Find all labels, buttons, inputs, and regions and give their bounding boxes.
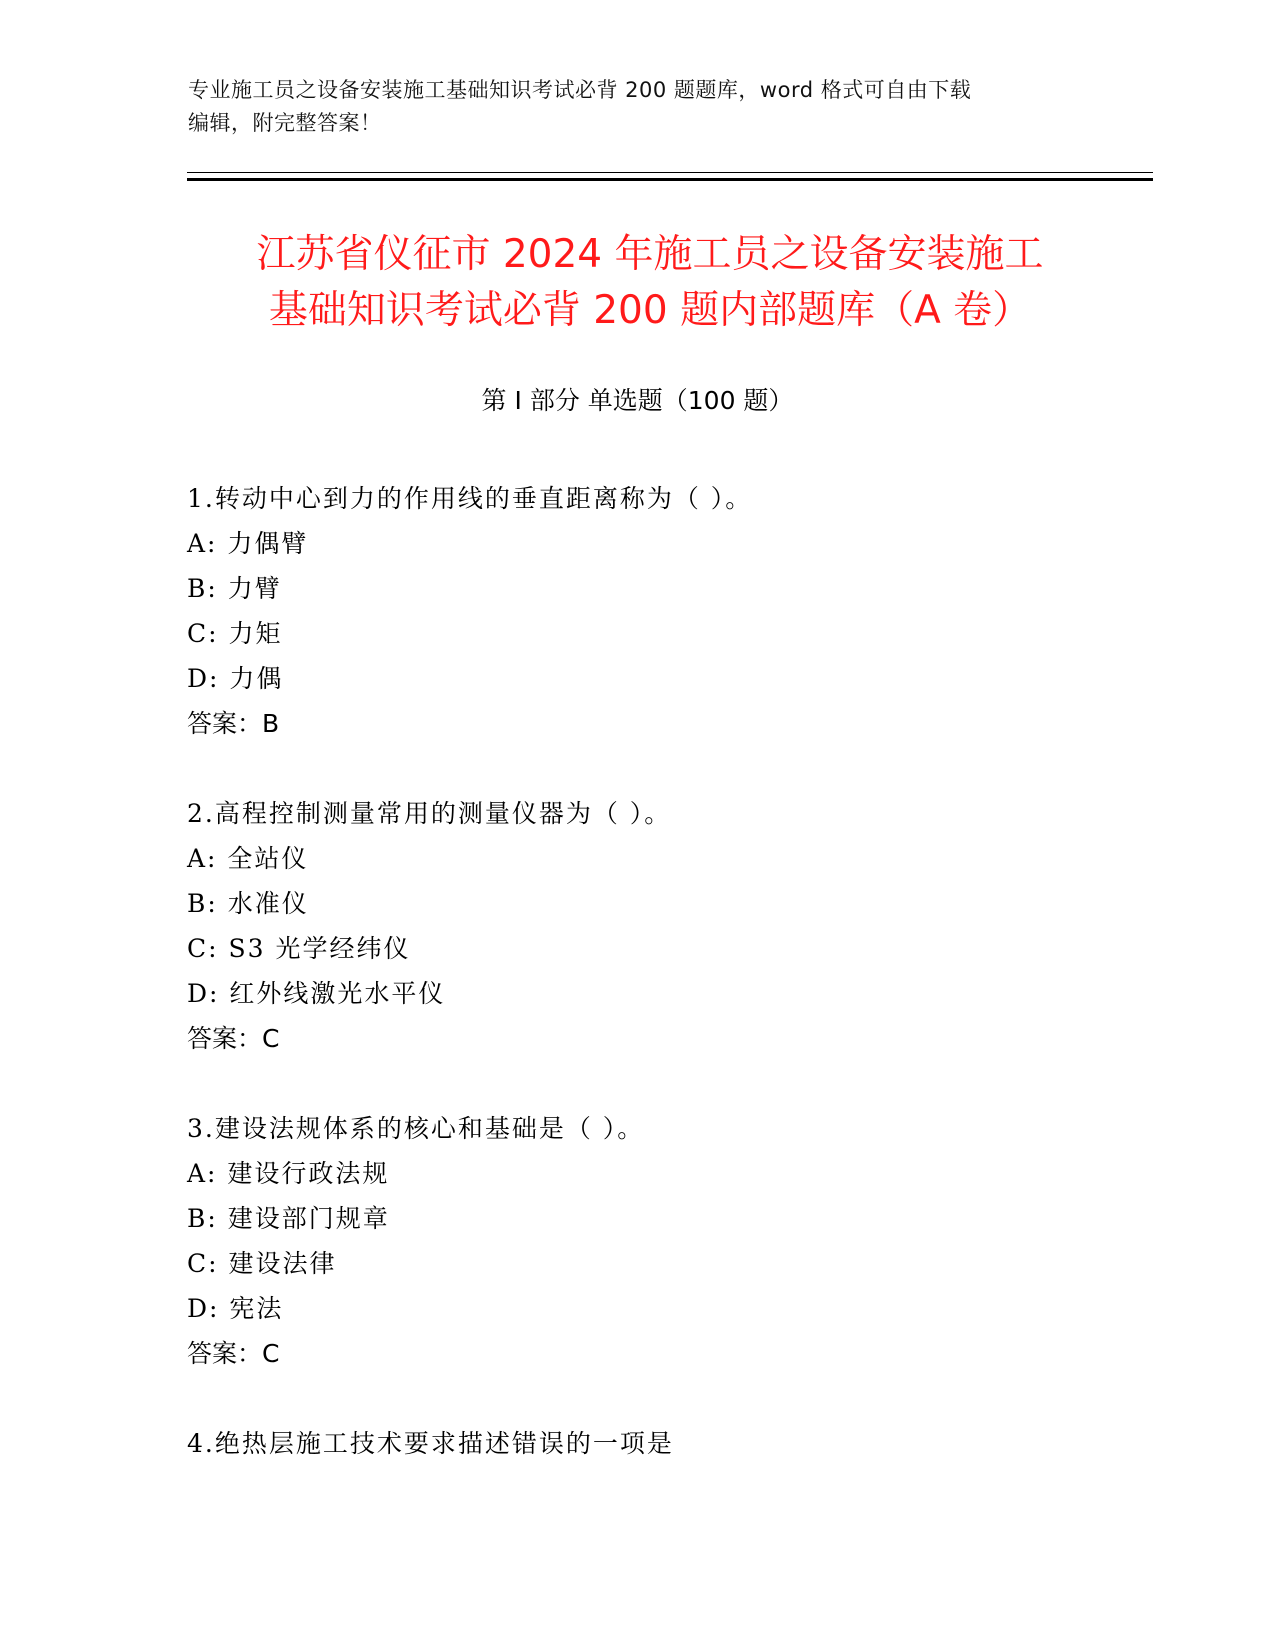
header-note-line-2: 编辑，附完整答案！ <box>188 111 382 135</box>
question-stem: 3.建设法规体系的核心和基础是（ ）。 <box>187 1114 645 1143</box>
answer-line: 答案：C <box>187 1339 280 1368</box>
option-d: D: 宪法 <box>187 1294 284 1323</box>
option-c: C: S3 光学经纬仪 <box>187 934 411 963</box>
header-divider-thick <box>187 178 1153 181</box>
header-note-line-1: 专业施工员之设备安装施工基础知识考试必背 200 题题库，word 格式可自由下载 <box>188 78 972 102</box>
option-d: D: 红外线激光水平仪 <box>187 979 446 1008</box>
document-title-line-2: 基础知识考试必背 200 题内部题库（A 卷） <box>268 288 1032 333</box>
header-divider-thin <box>187 172 1153 173</box>
option-a: A: 力偶臂 <box>187 529 309 558</box>
option-b: B: 建设部门规章 <box>187 1204 390 1233</box>
option-d: D: 力偶 <box>187 664 284 693</box>
option-c: C: 力矩 <box>187 619 283 648</box>
document-title <box>180 227 1120 339</box>
question-stem: 1.转动中心到力的作用线的垂直距离称为（ ）。 <box>187 484 753 513</box>
answer-line: 答案：B <box>187 709 280 738</box>
header-note <box>188 74 1088 140</box>
option-c: C: 建设法律 <box>187 1249 337 1278</box>
document-title-line-1: 江苏省仪征市 2024 年施工员之设备安装施工 <box>256 232 1044 277</box>
question-item <box>187 1421 1147 1466</box>
question-stem: 4.绝热层施工技术要求描述错误的一项是 <box>187 1429 674 1458</box>
question-item <box>187 791 1147 1061</box>
question-list <box>187 476 1147 1511</box>
question-item <box>187 1106 1147 1376</box>
option-a: A: 全站仪 <box>187 844 309 873</box>
option-b: B: 力臂 <box>187 574 282 603</box>
option-a: A: 建设行政法规 <box>187 1159 390 1188</box>
option-b: B: 水准仪 <box>187 889 309 918</box>
question-stem: 2.高程控制测量常用的测量仪器为（ ）。 <box>187 799 672 828</box>
answer-line: 答案：C <box>187 1024 280 1053</box>
section-heading: 第 I 部分 单选题（100 题） <box>481 386 794 415</box>
question-item <box>187 476 1147 746</box>
